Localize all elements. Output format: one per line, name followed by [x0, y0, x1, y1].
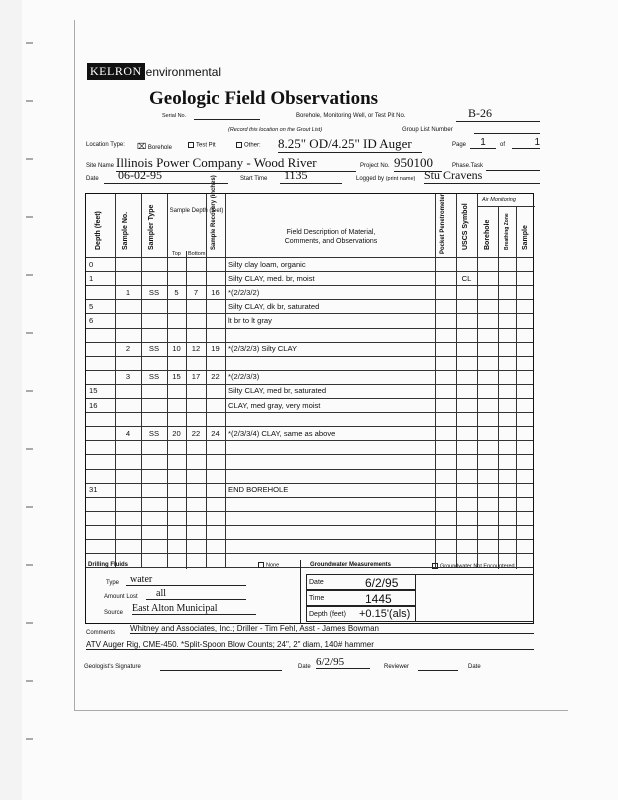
description-cell[interactable]: Silty clay loam, organic	[228, 259, 306, 269]
group-list-field[interactable]	[474, 133, 540, 134]
borehole-field[interactable]: B-26	[456, 106, 540, 122]
opt-other-label: Other:	[244, 142, 261, 149]
gw-time-row	[306, 590, 416, 606]
logged-by-label	[356, 176, 415, 182]
top-depth-cell[interactable]: 10	[172, 344, 181, 354]
recovery-cell[interactable]: 16	[211, 287, 220, 297]
sig-date-label: Date	[298, 664, 311, 670]
row-divider	[86, 285, 533, 286]
row-divider	[86, 370, 533, 371]
col-description: Field Description of Material, Comments, and Observations	[284, 229, 378, 245]
opt-borehole[interactable]: ⌧ Borehole	[137, 142, 172, 151]
col-bottom: Bottom	[188, 251, 206, 257]
gw-table	[306, 559, 534, 623]
group-list-label: Group List Number	[402, 127, 453, 133]
type-label: Type	[106, 580, 120, 586]
other-field[interactable]: 8.25" OD/4.25" ID Auger	[278, 136, 422, 153]
gw-date-label: Date	[309, 579, 324, 586]
record-note: (Record this location on the Grout List)	[228, 127, 323, 133]
reviewer-label: Reviewer	[384, 664, 410, 670]
signature-label: Geologist's Signature	[84, 664, 141, 670]
opt-other[interactable]	[236, 142, 261, 149]
project-no-field[interactable]: 950100	[394, 155, 442, 172]
date-field[interactable]: 06-02-95	[104, 168, 228, 184]
page-label: Page	[452, 142, 467, 148]
col-sample-depth: Sample Depth (feet)	[169, 208, 224, 214]
reviewer-field[interactable]	[418, 670, 458, 671]
date-label: Date	[86, 176, 99, 182]
sampler-type-cell[interactable]: SS	[148, 428, 160, 438]
row-divider	[86, 539, 533, 540]
sampler-type-cell[interactable]: SS	[148, 344, 160, 354]
gw-depth-row	[306, 606, 416, 622]
bottom-depth-cell[interactable]: 17	[191, 372, 201, 382]
form-title: Geologic Field Observations	[149, 88, 379, 109]
source-label: Source	[104, 610, 124, 616]
row-divider	[86, 271, 533, 272]
binder-mark	[26, 448, 33, 450]
binder-mark	[26, 738, 33, 740]
binder-mark	[26, 216, 33, 218]
gw-date-value[interactable]: 6/2/95	[365, 576, 399, 590]
row-divider	[86, 497, 533, 498]
sampler-type-cell[interactable]: SS	[148, 287, 160, 297]
depth-cell[interactable]: 5	[89, 301, 94, 311]
gw-extra-cells	[416, 574, 534, 622]
description-cell[interactable]: *(2/2/3/3)	[228, 372, 260, 382]
checkbox-icon	[188, 142, 194, 148]
serial-label: Serial No.	[162, 113, 187, 119]
gw-time-label: Time	[309, 595, 325, 602]
row-divider	[86, 384, 533, 385]
bottom-depth-cell[interactable]: 12	[191, 344, 201, 354]
logo-text: environmental	[145, 64, 222, 79]
sampler-type-cell[interactable]: SS	[148, 372, 160, 382]
gw-depth-label: Depth (feet)	[309, 611, 346, 618]
row-divider	[86, 469, 533, 470]
recovery-cell[interactable]: 19	[211, 344, 220, 354]
depth-cell[interactable]: 31	[89, 485, 98, 495]
gw-date-row	[306, 574, 416, 590]
source-field[interactable]: East Alton Municipal	[132, 603, 256, 615]
uscs-cell[interactable]: CL	[461, 273, 472, 283]
logo-box: KELRON	[87, 63, 145, 80]
logged-by-text: Logged by	[356, 176, 385, 182]
signature-field[interactable]	[160, 670, 282, 671]
binder-mark	[26, 622, 33, 624]
depth-cell[interactable]: 16	[89, 400, 98, 410]
amount-lost-label: Amount Lost	[104, 594, 138, 600]
row-divider	[86, 398, 533, 399]
sample-no-cell[interactable]: 1	[125, 287, 131, 297]
description-cell[interactable]: *(2/2/3/2)	[228, 287, 260, 297]
of-field[interactable]: 1	[512, 137, 540, 149]
page-field[interactable]: 1	[470, 137, 496, 149]
recovery-cell[interactable]: 24	[211, 428, 220, 438]
row-divider	[86, 342, 533, 343]
top-depth-cell[interactable]: 15	[172, 372, 181, 382]
checkbox-icon	[236, 142, 242, 148]
phase-task-label: Phase.Task	[452, 163, 484, 169]
row-divider	[86, 412, 533, 413]
page-border-left	[74, 20, 75, 710]
page-border-bottom	[74, 710, 568, 711]
sample-no-cell[interactable]: 2	[125, 344, 131, 354]
gw-not-encountered-label: Groundwater Not Encountered	[440, 563, 515, 570]
amount-lost-field[interactable]: all	[146, 588, 246, 600]
start-time-label: Start Time	[240, 176, 268, 182]
of-label: of	[500, 142, 506, 148]
row-divider	[86, 454, 533, 455]
description-cell[interactable]: Silty CLAY, med. br, moist	[228, 273, 315, 283]
row-divider	[86, 440, 533, 441]
row-divider	[86, 313, 533, 314]
depth-cell[interactable]: 15	[89, 386, 98, 396]
row-divider	[86, 426, 533, 427]
gw-time-value[interactable]: 1445	[365, 592, 392, 606]
binder-mark	[26, 680, 33, 682]
binder-mark	[26, 274, 33, 276]
sample-no-cell[interactable]: 3	[125, 372, 131, 382]
borehole-label: Borehole, Monitoring Well, or Test Pit No.	[296, 113, 406, 119]
col-sample-no: Sample No.	[122, 211, 129, 250]
col-air-monitoring: Air Monitoring	[482, 197, 516, 203]
logged-by-sub: (print name)	[385, 176, 416, 182]
site-name-field[interactable]: Illinois Power Company - Wood River	[116, 155, 356, 172]
divider	[300, 560, 301, 624]
col-recovery: Sample Recovery (inches)	[211, 175, 217, 250]
type-field[interactable]: water	[126, 574, 246, 586]
col-sampler-type: Sampler Type	[148, 204, 155, 250]
comments-label: Comments	[86, 630, 116, 636]
depth-cell[interactable]: 6	[89, 315, 94, 325]
company-logo	[87, 63, 221, 80]
description-cell[interactable]: Silty CLAY, dk br, saturated	[228, 301, 320, 311]
row-divider	[86, 483, 533, 484]
row-divider	[86, 511, 533, 512]
project-no-label: Project No.	[360, 163, 390, 169]
top-depth-cell[interactable]: 20	[172, 428, 181, 438]
description-cell[interactable]: lt br to lt gray	[228, 315, 272, 325]
description-cell[interactable]: *(2/3/2/3) Silty CLAY	[228, 344, 298, 354]
binder-mark	[26, 506, 33, 508]
binder-mark	[26, 564, 33, 566]
row-divider	[86, 328, 533, 329]
none-option[interactable]	[258, 562, 279, 568]
serial-field[interactable]	[194, 119, 260, 120]
col-depth: Depth (feet)	[95, 211, 102, 250]
binder-mark	[26, 42, 33, 44]
sig-date-field[interactable]: 6/2/95	[316, 656, 370, 669]
depth-cell[interactable]: 0	[89, 259, 94, 269]
binder-mark	[26, 332, 33, 334]
row-divider	[86, 553, 533, 554]
col-uscs: USCS Symbol	[462, 203, 469, 250]
row-divider	[86, 356, 533, 357]
description-cell[interactable]: Silty CLAY, med br, saturated	[228, 386, 327, 396]
comments-line-1[interactable]: Whitney and Associates, Inc.; Driller - Tim Fehl, Asst - James Bowman	[130, 624, 534, 634]
row-divider	[86, 299, 533, 300]
description-cell[interactable]: END BOREHOLE	[228, 485, 289, 495]
site-name-label: Site Name	[86, 163, 115, 169]
description-cell[interactable]: *(2/3/3/4) CLAY, same as above	[228, 428, 336, 438]
comments-line-2[interactable]: ATV Auger Rig, CME-450. *Split-Spoon Blow Counts; 24", 2" diam, 140# hammer	[86, 640, 534, 650]
logged-by-field[interactable]: Stu Cravens	[424, 168, 540, 184]
opt-test-pit[interactable]	[188, 142, 216, 149]
col-breathing-zone: Breathing Zone	[504, 213, 510, 250]
binder-mark	[26, 158, 33, 160]
description-cell[interactable]: CLAY, med gray, very moist	[228, 400, 321, 410]
depth-cell[interactable]: 1	[89, 273, 94, 283]
opt-test-pit-label: Test Pit	[196, 142, 216, 149]
col-top: Top	[172, 251, 181, 257]
checkbox-icon	[258, 562, 264, 568]
binder-mark	[26, 100, 33, 102]
reviewer-date-label: Date	[468, 664, 481, 670]
location-type-label: Location Type:	[86, 142, 125, 148]
recovery-cell[interactable]: 22	[211, 372, 220, 382]
bottom-depth-cell[interactable]: 7	[193, 287, 199, 297]
bottom-depth-cell[interactable]: 22	[191, 428, 201, 438]
gw-depth-value[interactable]: +0.15'(als)	[359, 608, 411, 620]
gw-title: Groundwater Measurements	[310, 562, 392, 568]
binder-mark	[26, 390, 33, 392]
none-label: None	[266, 562, 280, 569]
opt-borehole-label: Borehole	[147, 145, 172, 151]
start-time-field[interactable]: 1135	[280, 168, 342, 184]
sample-no-cell[interactable]: 4	[125, 428, 131, 438]
top-depth-cell[interactable]: 5	[174, 287, 179, 297]
drilling-fluids-label: Drilling Fluids	[88, 562, 128, 568]
col-pocket-pen: Pocket Penetrometer	[440, 193, 446, 254]
col-borehole: Borehole	[484, 219, 491, 250]
row-divider	[86, 525, 533, 526]
col-sample: Sample	[522, 225, 529, 250]
